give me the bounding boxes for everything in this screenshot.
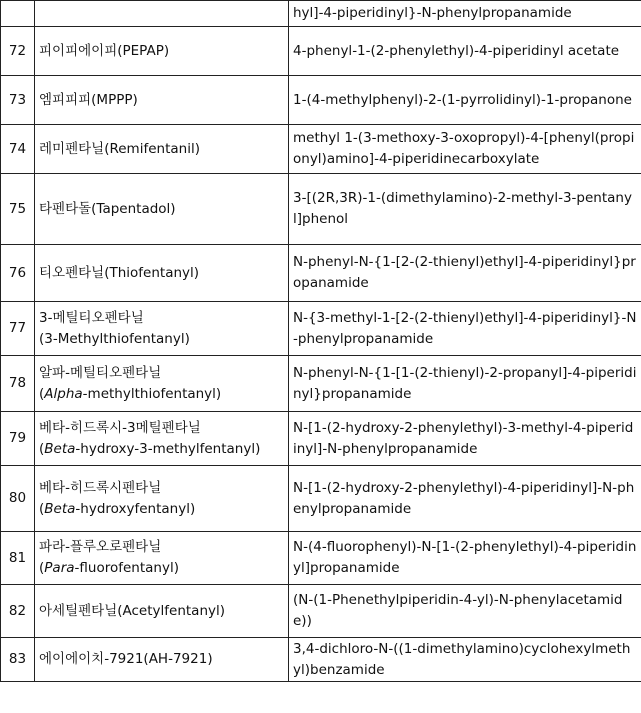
drug-name	[35, 302, 289, 356]
drug-name	[35, 356, 289, 412]
chemical-name: (N-(1-Phenethylpiperidin-4-yl)-N-phenylacetamide))	[289, 585, 641, 638]
row-number: 76	[1, 245, 35, 302]
drug-name	[35, 638, 289, 682]
drug-name	[35, 1, 289, 27]
row-number: 78	[1, 356, 35, 412]
drug-name	[35, 27, 289, 76]
drug-name-part: (	[39, 385, 45, 402]
table-row	[1, 76, 641, 125]
drug-name	[35, 76, 289, 125]
table-row	[1, 1, 641, 27]
drug-name-prefix-italic: Beta	[44, 500, 76, 517]
drug-name	[35, 466, 289, 532]
drug-name-part: 티오펜타닐(Thiofentanyl)	[39, 264, 200, 281]
drug-name-part: -hydroxyfentanyl)	[75, 500, 196, 517]
table-row	[1, 532, 641, 585]
drug-name-part: 베타-히드록시-3메틸펜타닐	[39, 419, 201, 436]
drug-name-part: -hydroxy-3-methylfentanyl)	[75, 440, 261, 457]
drug-name-prefix-italic: Alpha	[44, 385, 83, 402]
drug-name-part: 아세틸펜타닐(Acetylfentanyl)	[39, 602, 226, 619]
row-number: 82	[1, 585, 35, 638]
table-row	[1, 302, 641, 356]
row-number: 73	[1, 76, 35, 125]
table-row	[1, 412, 641, 466]
drug-name-part: 3-메틸티오펜타닐	[39, 309, 144, 326]
row-number: 81	[1, 532, 35, 585]
table-row	[1, 245, 641, 302]
drug-name	[35, 245, 289, 302]
drug-name-part: 피이피에이피(PEPAP)	[39, 42, 170, 59]
drug-name-part: -methylthiofentanyl)	[82, 385, 222, 402]
chemical-name: 3-[(2R,3R)-1-(dimethylamino)-2-methyl-3-pentanyl]phenol	[289, 174, 641, 245]
drug-name-part: 엠피피피(MPPP)	[39, 91, 138, 108]
chemical-name: N-phenyl-N-{1-[2-(2-thienyl)ethyl]-4-piperidinyl}propanamide	[289, 245, 641, 302]
table-row	[1, 638, 641, 682]
drug-name-part: 알파-메틸티오펜타닐	[39, 364, 162, 381]
drug-name-part: 에이에이치-7921(AH-7921)	[39, 651, 213, 667]
drug-name	[35, 532, 289, 585]
table-row	[1, 585, 641, 638]
drug-name-prefix-italic: Beta	[44, 440, 76, 457]
drug-name-part: (	[39, 500, 45, 517]
table-row	[1, 125, 641, 174]
row-number: 75	[1, 174, 35, 245]
drug-name	[35, 585, 289, 638]
drug-name-part: -fluorofentanyl)	[74, 560, 179, 576]
drug-name-prefix-italic: Para	[44, 560, 75, 576]
table-row	[1, 27, 641, 76]
drug-name	[35, 174, 289, 245]
chemical-name: N-phenyl-N-{1-[1-(2-thienyl)-2-propanyl]-4-piperidinyl}propanamide	[289, 356, 641, 412]
drug-name	[35, 412, 289, 466]
chemical-name: N-(4-fluorophenyl)-N-[1-(2-phenylethyl)-4-piperidinyl]propanamide	[289, 532, 641, 585]
chemical-name: N-[1-(2-hydroxy-2-phenylethyl)-3-methyl-4-piperidinyl]-N-phenylpropanamide	[289, 412, 641, 466]
table-row	[1, 356, 641, 412]
drug-name-part: (	[39, 560, 45, 576]
chemical-name: N-{3-methyl-1-[2-(2-thienyl)ethyl]-4-piperidinyl}-N-phenylpropanamide	[289, 302, 641, 356]
chemical-name: 1-(4-methylphenyl)-2-(1-pyrrolidinyl)-1-propanone	[289, 76, 641, 125]
drug-name-part: 레미펜타닐(Remifentanil)	[39, 140, 200, 157]
chemical-name: 3,4-dichloro-N-((1-dimethylamino)cyclohexylmethyl)benzamide	[289, 638, 641, 682]
chemical-name: hyl]-4-piperidinyl}-N-phenylpropanamide	[289, 1, 641, 27]
drug-name-part: (	[39, 440, 45, 457]
chemical-name: methyl 1-(3-methoxy-3-oxopropyl)-4-[phenyl(propionyl)amino]-4-piperidinecarboxylate	[289, 125, 641, 174]
chemical-name: 4-phenyl-1-(2-phenylethyl)-4-piperidinyl acetate	[289, 27, 641, 76]
drug-name-part: 베타-히드록시펜타닐	[39, 479, 162, 496]
drug-name-part: (3-Methylthiofentanyl)	[39, 330, 190, 347]
drug-table-body	[1, 1, 641, 682]
row-number: 80	[1, 466, 35, 532]
drug-name-part: 타펜타돌(Tapentadol)	[39, 200, 176, 217]
row-number	[1, 1, 35, 27]
row-number: 79	[1, 412, 35, 466]
row-number: 72	[1, 27, 35, 76]
drug-name	[35, 125, 289, 174]
row-number: 74	[1, 125, 35, 174]
table-row	[1, 466, 641, 532]
table-row	[1, 174, 641, 245]
chemical-name: N-[1-(2-hydroxy-2-phenylethyl)-4-piperidinyl]-N-phenylpropanamide	[289, 466, 641, 532]
row-number: 77	[1, 302, 35, 356]
drug-name-part: 파라-플루오로펜타닐	[39, 539, 162, 555]
row-number: 83	[1, 638, 35, 682]
